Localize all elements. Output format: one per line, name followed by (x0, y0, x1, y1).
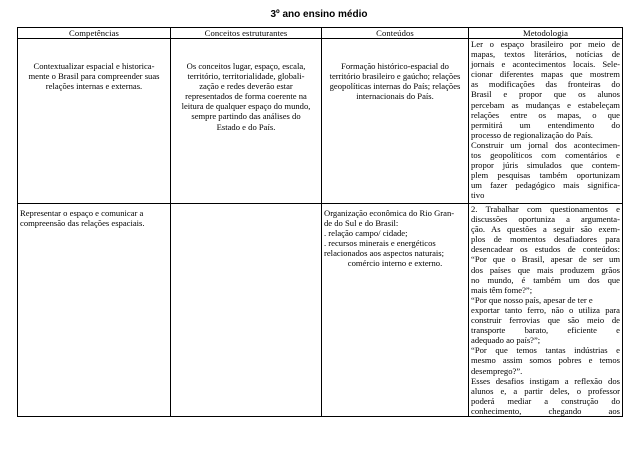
cell-line: . recursos minerais e energéticos (324, 238, 436, 249)
cell-line: exportar tanto ferro, não o utiliza para (471, 304, 620, 315)
cell-line: Ler o espaço brasileiro por meio de (471, 39, 620, 49)
cell-line: cionar diferentes mapas que mostrem (471, 69, 620, 80)
header-conceitos: Conceitos estruturantes (171, 28, 322, 39)
cell-line: leitura de qualquer espaço do mundo, (181, 101, 311, 112)
cell-line: tos geopolíticos com comentários e (471, 150, 620, 161)
cell-line: comércio interno e externo. (347, 258, 443, 269)
cell-conceitos (171, 204, 322, 417)
header-competencias: Competências (18, 28, 171, 39)
cell-line: mesmo assim somos pobres e temos (471, 355, 620, 366)
cell-line: construir ferrovias que são meio de (471, 315, 620, 326)
table-row (18, 204, 623, 417)
curriculum-table (17, 27, 623, 417)
cell-line: tivo (471, 190, 485, 201)
cell-line: adequado ao país?”; (471, 335, 541, 346)
cell-line: desencadear os estudos de conteúdos: (471, 244, 620, 255)
cell-metodologia (469, 204, 623, 417)
cell-line: relações entre os mapas, o que (471, 109, 620, 120)
cell-line: poderá mediar a construção do (471, 395, 620, 406)
cell-competencias (18, 204, 171, 417)
cell-line: território brasileiro e gaúcho; relações (329, 71, 461, 82)
cell-line: conhecimento, chegando aos (471, 405, 620, 416)
cell-line: Esses desafios instigam a reflexão dos (471, 375, 620, 386)
cell-line: “Por que temos tantas indústrias e (471, 345, 620, 356)
cell-line: Estado e do País. (216, 121, 276, 132)
cell-line: Brasil e propor que os alunos (471, 89, 620, 100)
cell-line: jornais e acontecimentos locais. Sele- (471, 59, 620, 70)
cell-line: permitirá um entendimento do (471, 119, 620, 130)
cell-line: de do Sul e do Brasil: (324, 218, 399, 229)
cell-line: mapas, textos literários, notícias de (471, 49, 620, 60)
cell-line: território, territorialidade, globali- (187, 71, 305, 82)
cell-line: relacionados aos aspectos naturais; (324, 248, 445, 259)
cell-line: Formação histórico-espacial do (341, 61, 449, 71)
cell-line: ção. As questões a seguir são exem- (471, 224, 620, 235)
cell-line: Organização econômica do Rio Gran- (324, 208, 455, 218)
cell-line: 2. Trabalhar com questionamentos e (471, 204, 620, 214)
cell-line: dos países que mais produzem grãos (471, 264, 620, 275)
cell-line: mente o Brasil para compreender suas (28, 71, 160, 82)
cell-line: mais têm fome?”; (471, 284, 533, 295)
cell-line: um fazer pedagógico mais significa- (471, 180, 620, 191)
cell-conceitos (171, 39, 322, 204)
header-metodologia: Metodologia (469, 28, 623, 39)
cell-metodologia (469, 39, 623, 204)
cell-line: internacionais do País. (356, 91, 434, 102)
table-row (18, 39, 623, 204)
page-title: 3º ano ensino médio (270, 9, 368, 20)
cell-line: propor júris simulados que contem- (471, 160, 620, 171)
cell-line: Representar o espaço e comunicar a (20, 208, 144, 218)
cell-conteudos (322, 204, 469, 417)
cell-line: desemprego?”. (471, 365, 523, 376)
cell-line: Construir um jornal dos acontecimen- (471, 139, 620, 150)
cell-line: compreensão das relações espaciais. (20, 218, 145, 229)
cell-line: Os conceitos lugar, espaço, escala, (186, 61, 306, 71)
cell-line: plos de momentos desafiadores para (471, 234, 620, 245)
cell-line: representados de forma coerente na (185, 91, 307, 102)
cell-line: no mundo, é também um dos que (471, 274, 620, 285)
cell-line: “Por que o Brasil, apesar de ser um (471, 254, 620, 265)
cell-line: plem pesquisas também oportunizam (471, 170, 620, 181)
cell-conteudos (322, 39, 469, 204)
header-conteudos: Conteúdos (322, 28, 469, 39)
cell-line: relações internas e externas. (45, 81, 143, 92)
cell-line: sempre partindo das análises do (191, 111, 301, 122)
cell-line: . relação campo/ cidade; (324, 228, 408, 239)
cell-line: alunos e, a partir deles, o professor (471, 385, 620, 396)
cell-line: “Por que nosso país, apesar de ter e (471, 294, 593, 305)
cell-line: Contextualizar espacial e historica- (33, 61, 155, 71)
cell-line: percebam as mudanças e estabeleçam (471, 99, 620, 110)
cell-line: as modificações das fronteiras do (471, 79, 620, 90)
cell-line: discussões oportuniza a argumenta- (471, 214, 620, 225)
cell-line: geopolíticas internas do País; relações (329, 81, 461, 92)
cell-line: transporte barato, eficiente e (471, 325, 620, 336)
cell-line: zação e redes deverão estar (199, 81, 293, 92)
header-row (18, 28, 623, 39)
cell-competencias (18, 39, 171, 204)
cell-line: processo de regionalização do País. (471, 129, 593, 140)
